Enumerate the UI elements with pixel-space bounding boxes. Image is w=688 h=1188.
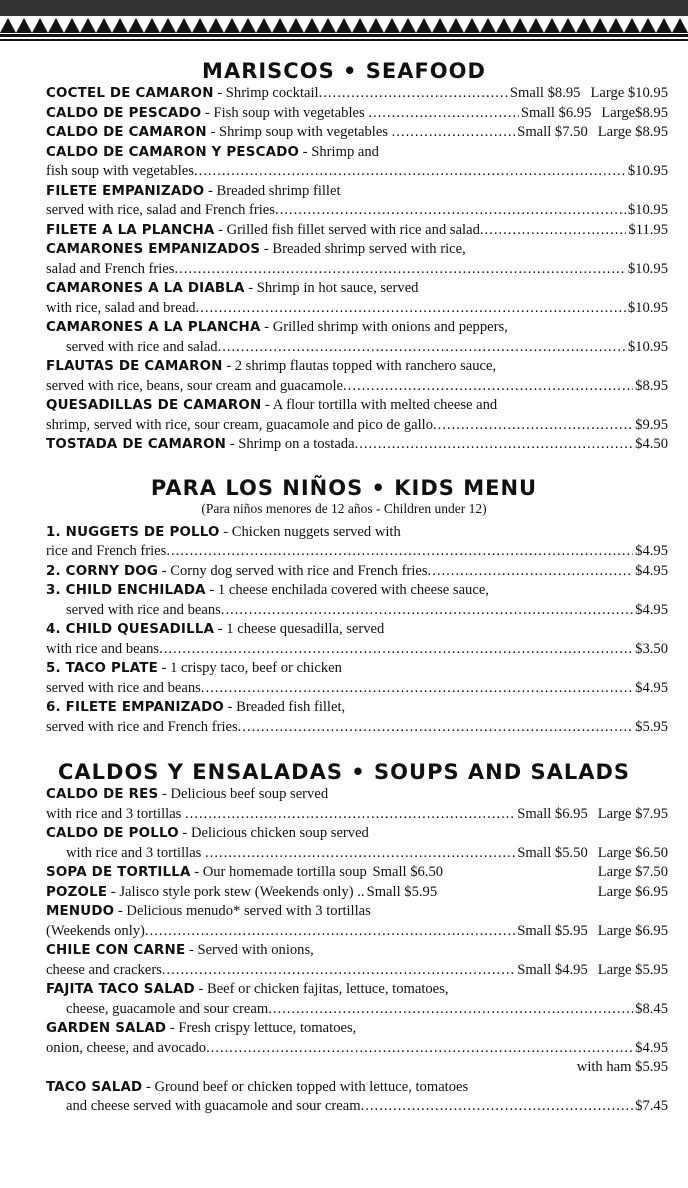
leader-dots (355, 435, 634, 455)
item-price: $4.95 (635, 679, 668, 696)
leader-dots (174, 260, 625, 280)
menu-item-description: - Shrimp in hot sauce, served (244, 280, 419, 296)
menu-item-name: 6. FILETE EMPANIZADO (46, 700, 224, 715)
menu-item-description: served with rice, salad and French fries (46, 202, 275, 218)
menu-item-description: served with rice, beans, sour cream and guacamole (46, 377, 344, 394)
item-price: $10.95 (627, 299, 668, 316)
menu-item-line (46, 1019, 668, 1039)
menu-item (46, 1078, 668, 1117)
item-price: $4.50 (635, 436, 668, 452)
menu-item-line (46, 201, 668, 221)
item-price: $5.95 (635, 718, 668, 735)
menu-item-line (46, 902, 668, 922)
menu-item (46, 659, 668, 698)
menu-item-line (46, 221, 668, 241)
menu-item-line (46, 620, 668, 640)
extra-price: with ham $5.95 (576, 1059, 668, 1075)
menu-item-description: - Chicken nuggets served with (219, 523, 401, 540)
menu-item-description: (Weekends only) (46, 922, 145, 939)
menu-item-description: - Jalisco style pork stew (Weekends only) .. (107, 883, 365, 900)
menu-item-description: served with rice and French fries (46, 718, 238, 735)
item-price: $4.95 (635, 543, 668, 559)
large-price: Large $8.95 (597, 124, 668, 140)
small-price: Small $6.50 (372, 864, 444, 880)
menu-item-description: - Shrimp soup with vegetables (206, 124, 392, 140)
menu-item-description: shrimp, served with rice, sour cream, guacamole and pico de gallo (46, 416, 434, 433)
menu-item-line (46, 1097, 668, 1117)
menu-item-line (46, 123, 668, 143)
leader-dots (166, 542, 633, 562)
large-price: Large $6.95 (597, 922, 668, 939)
menu-item (46, 562, 668, 582)
menu-item-name: CALDO DE PESCADO (46, 105, 202, 121)
menu-item (46, 698, 668, 737)
menu-item-line (46, 318, 668, 338)
menu-item (46, 902, 668, 941)
menu-item-line (46, 279, 668, 299)
menu-item (46, 863, 668, 883)
menu-item-line (46, 416, 668, 436)
menu-item-name: FLAUTAS DE CAMARON (46, 359, 223, 374)
leader-dots (361, 1097, 634, 1117)
menu-item-line (46, 396, 668, 416)
small-price: Small $4.95 (517, 961, 588, 978)
menu-item-description: salad and French fries (46, 260, 175, 277)
menu-item-name: MENUDO (46, 904, 115, 919)
menu-item (46, 883, 668, 903)
item-price: $4.95 (635, 562, 668, 579)
menu-item-description: - Breaded fish fillet, (224, 699, 346, 715)
menu-item-name: CHILE CON CARNE (46, 943, 186, 958)
menu-item-line (46, 640, 668, 660)
menu-item-description: with rice, salad and bread (46, 299, 196, 316)
menu-item-description: - Breaded shrimp fillet (204, 182, 341, 199)
menu-item-line (46, 162, 668, 182)
menu-item-description: - Delicious menudo* served with 3 tortillas (114, 903, 371, 919)
item-price: $10.95 (627, 202, 668, 218)
leader-dots (221, 601, 633, 621)
menu-item-line (46, 698, 668, 718)
menu-item-line (46, 104, 668, 124)
menu-item-name: CALDO DE CAMARON (46, 125, 207, 140)
leader-dots (206, 1039, 633, 1059)
large-price: Large$8.95 (601, 104, 668, 121)
menu-item-name: FAJITA TACO SALAD (46, 982, 195, 997)
item-price: $4.95 (635, 1039, 668, 1056)
leader-dots (162, 961, 515, 981)
menu-item (46, 84, 668, 104)
item-price: $4.95 (635, 601, 668, 618)
menu-item-description: - 1 cheese quesadilla, served (214, 621, 385, 637)
menu-item-description: - 1 crispy taco, beef or chicken (157, 660, 342, 676)
decorative-border (0, 0, 688, 44)
menu-item-name: CAMARONES A LA DIABLA (46, 281, 245, 296)
large-price: Large $6.50 (597, 844, 668, 861)
menu-item (46, 357, 668, 396)
menu-item-line (46, 435, 668, 455)
menu-item-name: 2. CORNY DOG (46, 563, 159, 579)
menu-item-name: QUESADILLAS DE CAMARON (46, 398, 262, 413)
item-price: $10.95 (627, 163, 668, 179)
leader-dots (196, 299, 626, 319)
menu-item-name: CAMARONES EMPANIZADOS (46, 242, 261, 257)
small-price: Small $5.95 (517, 922, 588, 939)
menu-item-line (46, 980, 668, 1000)
menu-item-description: served with rice and salad (66, 338, 218, 355)
menu-item (46, 104, 668, 124)
menu-item-description: with rice and 3 tortillas (46, 805, 186, 822)
small-price: Small $5.50 (517, 844, 588, 861)
menu-item-name: CALDO DE RES (46, 787, 159, 802)
menu-item-line (46, 1078, 668, 1098)
menu-item-description: - Our homemade tortilla soup (190, 864, 371, 880)
menu-item-description: with rice and 3 tortillas (66, 844, 206, 861)
menu-item (46, 279, 668, 318)
menu-item-line (46, 844, 668, 864)
menu-item-description: - Beef or chicken fajitas, lettuce, tomatoes, (194, 981, 449, 997)
menu-item-line (46, 299, 668, 319)
menu-item (46, 143, 668, 182)
kids-title: PARA LOS NIÑOS • KIDS MENU (150, 475, 538, 500)
menu-item-line (46, 659, 668, 679)
menu-item-name: FILETE EMPANIZADO (46, 183, 205, 199)
menu-item-description: - Corny dog served with rice and French fries (158, 562, 428, 579)
menu-item (46, 620, 668, 659)
small-price: Small $7.50 (517, 124, 588, 140)
leader-dots (433, 416, 633, 436)
menu-item-line (46, 679, 668, 699)
menu-item-description: served with rice and beans (46, 679, 201, 696)
menu-item-line (46, 863, 668, 883)
menu-item-line (46, 542, 668, 562)
menu-item-name: GARDEN SALAD (46, 1021, 167, 1036)
menu-item-description: cheese, guacamole and sour cream (66, 1000, 269, 1017)
menu-item (46, 980, 668, 1019)
leader-dots (159, 640, 633, 660)
seafood-list (46, 84, 668, 455)
menu-item (46, 523, 668, 562)
item-price: $10.95 (627, 338, 668, 355)
menu-item-name: 5. TACO PLATE (46, 661, 158, 676)
menu-item-line (46, 805, 668, 825)
menu-item-description: - Fresh crispy lettuce, tomatoes, (166, 1020, 357, 1036)
menu-item-description: - Shrimp on a tostada (226, 436, 355, 452)
menu-item-description: onion, cheese, and avocado (46, 1039, 207, 1056)
leader-dots (194, 162, 626, 182)
menu-item-line (46, 785, 668, 805)
menu-item (46, 240, 668, 279)
kids-subtitle: (Para niños menores de 12 años - Children under 12) (201, 500, 487, 516)
menu-item-line (46, 941, 668, 961)
small-price: Small $6.95 (520, 104, 592, 121)
menu-item-line (46, 240, 668, 260)
leader-dots (343, 377, 633, 397)
kids-list (46, 523, 668, 738)
menu-item-description: fish soup with vegetables (46, 163, 194, 179)
menu-item-name: 1. NUGGETS DE POLLO (46, 524, 220, 540)
leader-dots (218, 338, 626, 358)
menu-item-name: POZOLE (46, 884, 108, 900)
menu-item-description: - Shrimp and (299, 143, 379, 160)
menu-item-description: - Served with onions, (185, 942, 314, 958)
leader-dots (480, 221, 627, 241)
menu-item (46, 941, 668, 980)
menu-item-line (46, 1039, 668, 1059)
menu-item (46, 824, 668, 863)
menu-item-description: with rice and beans (46, 640, 160, 657)
leader-dots (368, 104, 519, 124)
leader-dots (238, 718, 633, 738)
small-price: Small $5.95 (366, 883, 438, 900)
menu-item-description: - 2 shrimp flautas topped with ranchero sauce, (222, 358, 497, 374)
large-price: Large $6.95 (597, 883, 668, 900)
large-price: Large $10.95 (590, 85, 668, 101)
menu-item-line (46, 338, 668, 358)
menu-item (46, 785, 668, 824)
menu-item-line (46, 182, 668, 202)
item-price: $3.50 (635, 640, 668, 657)
item-price: $8.95 (635, 377, 668, 394)
leader-dots (319, 84, 508, 104)
menu-item-line (46, 883, 668, 903)
menu-item (46, 182, 668, 221)
leader-dots (275, 201, 626, 221)
menu-item-description: - Fish soup with vegetables (201, 104, 369, 121)
menu-item (46, 318, 668, 357)
menu-item-description: - Breaded shrimp served with rice, (260, 241, 466, 257)
leader-dots (205, 844, 515, 864)
menu-item (46, 123, 668, 143)
item-price: $11.95 (628, 221, 668, 238)
menu-item-name: 4. CHILD QUESADILLA (46, 622, 215, 637)
menu-item-description: and cheese served with guacamole and sour cream (66, 1098, 361, 1114)
menu-item-name: CALDO DE POLLO (46, 826, 179, 841)
item-price: $8.45 (635, 1000, 668, 1017)
menu-item-name: CALDO DE CAMARON Y PESCADO (46, 144, 300, 160)
leader-dots (145, 922, 515, 942)
menu-item (46, 396, 668, 435)
large-price: Large $5.95 (597, 961, 668, 978)
menu-item-name: 3. CHILD ENCHILADA (46, 583, 206, 598)
leader-dots (268, 1000, 633, 1020)
menu-item (46, 221, 668, 241)
menu-item-description: - 1 cheese enchilada covered with cheese sauce, (205, 582, 489, 598)
menu-item-line (46, 523, 668, 543)
menu-item (46, 1019, 668, 1078)
large-price: Large $7.95 (597, 805, 668, 822)
menu-item-line (46, 260, 668, 280)
menu-item-name: TOSTADA DE CAMARON (46, 437, 227, 452)
menu-item-name: COCTEL DE CAMARON (46, 86, 214, 101)
menu-item-name: FILETE A LA PLANCHA (46, 222, 215, 238)
menu-item-line (46, 922, 668, 942)
leader-dots (185, 805, 515, 825)
menu-item-description: served with rice and beans (66, 601, 221, 618)
soups-list (46, 785, 668, 1117)
menu-item-line (46, 824, 668, 844)
menu-item-line (46, 357, 668, 377)
item-price: $7.45 (635, 1098, 668, 1114)
menu-item (46, 581, 668, 620)
large-price: Large $7.50 (597, 864, 668, 880)
menu-item-line (46, 581, 668, 601)
menu-item-description: rice and French fries (46, 543, 167, 559)
menu-item-line (46, 143, 668, 163)
menu-item-description: - Delicious chicken soup served (178, 825, 369, 841)
menu-item-description: - A flour tortilla with melted cheese and (261, 397, 498, 413)
menu-item-line (46, 961, 668, 981)
menu-item (46, 435, 668, 455)
leader-dots (428, 562, 634, 582)
menu-item-description: - Ground beef or chicken topped with lettuce, tomatoes (142, 1078, 469, 1095)
small-price: Small $6.95 (517, 805, 588, 822)
soups-title: CALDOS Y ENSALADAS • SOUPS AND SALADS (57, 760, 631, 784)
menu-item-line (46, 377, 668, 397)
menu-item-name: SOPA DE TORTILLA (46, 865, 191, 880)
menu-item-description: - Grilled shrimp with onions and peppers, (260, 319, 508, 335)
menu-item-description: - Shrimp cocktail (213, 85, 319, 101)
menu-item-line (46, 718, 668, 738)
menu-item-description: - Grilled fish fillet served with rice and salad (214, 221, 480, 238)
seafood-title: MARISCOS • SEAFOOD (202, 59, 486, 83)
menu-item-line (46, 601, 668, 621)
item-price: $9.95 (635, 416, 668, 433)
leader-dots (201, 679, 633, 699)
menu-item-line (46, 1000, 668, 1020)
menu-item-line (46, 84, 668, 104)
menu-item-description: - Delicious beef soup served (158, 786, 329, 802)
menu-item-line (46, 562, 668, 582)
menu-item-name: TACO SALAD (46, 1079, 143, 1095)
small-price: Small $8.95 (509, 85, 581, 101)
menu-item-name: CAMARONES A LA PLANCHA (46, 320, 261, 335)
menu-item-description: cheese and crackers (46, 961, 162, 978)
leader-dots (392, 123, 516, 143)
item-price: $10.95 (627, 260, 668, 277)
